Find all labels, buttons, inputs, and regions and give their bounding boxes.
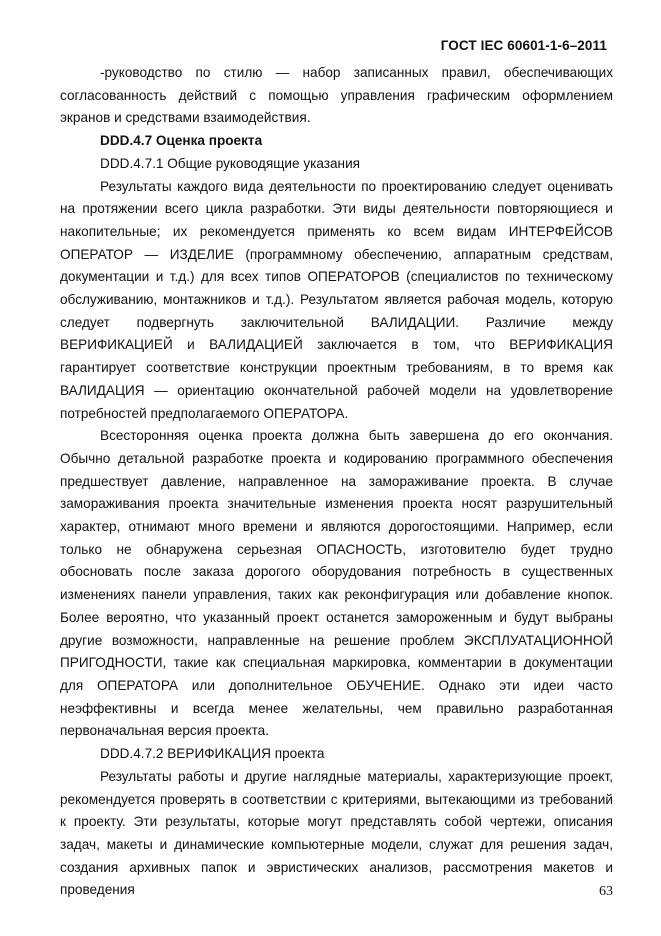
document-header: ГОСТ IEC 60601-1-6–2011 — [440, 38, 607, 53]
subsection-heading-verification: DDD.4.7.2 ВЕРИФИКАЦИЯ проекта — [100, 746, 325, 762]
paragraph-verification-results: Результаты работы и другие наглядные материалы, характеризующие проект, рекомендуется проверять в соответствии с критериями, вытекающими из требований к проекту. Эти результаты, которые могут представлять собой чертежи, описания задач, макеты и динамические компьютерные модели, служат для решения задач, создания архивных папок и эвристических анализов, рассмотрения макетов и проведения — [60, 768, 613, 898]
document-body — [60, 62, 613, 902]
section-heading-design-evaluation: DDD.4.7 Оценка проекта — [100, 133, 263, 149]
subsection-heading-general-guidance: DDD.4.7.1 Общие руководящие указания — [100, 155, 361, 171]
page-number: 63 — [599, 884, 613, 899]
paragraph-evaluation-results: Результаты каждого вида деятельности по проектированию следует оценивать на протяжении всего цикла разработки. Эти виды деятельности повторяющиеся и накопительные; их рекомендуется применять ко всем видам ИНТЕРФЕЙСОВ ОПЕРАТОР — ИЗДЕЛИЕ (программному обеспечению, аппаратным средствам, документации и т.д.) для всех типов ОПЕРАТОРОВ (специалистов по техническому обслуживанию, монтажников и т.д.). Результатом является рабочая модель, которую следует подвергнуть заключительной ВАЛИДАЦИИ. Различие между ВЕРИФИКАЦИЕЙ и ВАЛИДАЦИЕЙ заключается в том, что ВЕРИФИКАЦИЯ гарантирует соответствие конструкции проектным требованиям, в то время как ВАЛИДАЦИЯ — ориентацию окончательной рабочей модели на удовлетворение потребностей предполагаемого ОПЕРАТОРА. — [60, 178, 613, 421]
paragraph-comprehensive-evaluation: Всесторонняя оценка проекта должна быть завершена до его окончания. Обычно детальной разработке проекта и кодированию программного обеспечения предшествует давление, направленное на замораживание проекта. В случае замораживания проекта значительные изменения проекта носят разрушительный характер, отнимают много времени и являются дорогостоящими. Например, если только не обнаружена серьезная ОПАСНОСТЬ, изготовителю будет трудно обосновать после заказа дорогого оборудования потребность в существенных изменениях панели управления, таких как реконфигурация или добавление кнопок. Более вероятно, что указанный проект останется замороженным и будут выбраны другие возможности, направленные на решение проблем ЭКСПЛУАТАЦИОННОЙ ПРИГОДНОСТИ, такие как специальная маркировка, комментарии в документации для ОПЕРАТОРА или дополнительное ОБУЧЕНИЕ. Однако эти идеи часто неэффективны и всегда менее желательны, чем правильно разработанная первоначальная версия проекта. — [60, 428, 613, 739]
paragraph-style-guide: -руководство по стилю — набор записанных правил, обеспечивающих согласованность действий с помощью управления графическим оформлением экранов и средствами взаимодействия. — [60, 65, 613, 126]
